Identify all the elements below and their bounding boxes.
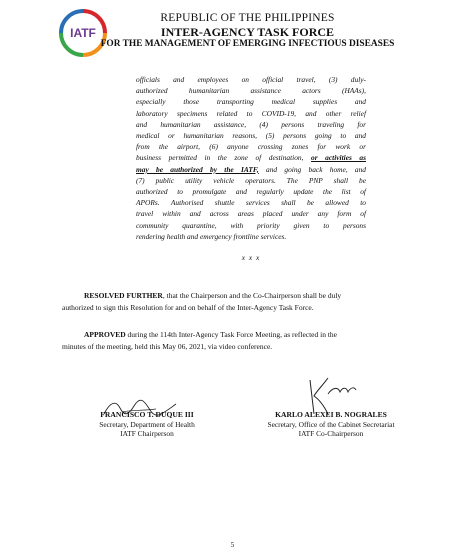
- quote-line: (7) public utility vehicle operators. The PNP shall be: [136, 175, 366, 185]
- header-subtitle: FOR THE MANAGEMENT OF EMERGING INFECTIOUS DISEASES: [100, 39, 395, 49]
- resolved-further-paragraph: [62, 290, 418, 313]
- resolved-lead: RESOLVED FURTHER: [84, 291, 163, 300]
- quote-amendment-bold: may be authorized by the IATF,: [136, 164, 259, 174]
- quote-line: especially those transporting medical supplies and: [136, 97, 366, 107]
- signatory-role: IATF Co-Chairperson: [298, 429, 364, 439]
- quote-line: officials and employees on official travel, (3) duly-: [136, 75, 366, 84]
- signatory-title: Secretary, Department of Health: [99, 419, 195, 429]
- resolved-text: authorized to sign this Resolution for and on behalf of the Inter-Agency Task Force.: [62, 302, 314, 312]
- signatory-role: IATF Chairperson: [120, 429, 174, 439]
- quote-line: authorized humanitarian assistance actors (HAAs),: [136, 86, 366, 96]
- page-number: 5: [230, 541, 235, 549]
- quote-text: business permitted in the zone of destination,: [136, 153, 304, 163]
- quote-text: and going back home, and: [266, 164, 366, 174]
- quote-line: medical or humanitarian reasons, (5) persons going to and: [136, 131, 366, 141]
- quote-line: community quarantine, with priority given to persons: [136, 220, 366, 230]
- approved-text: during the 114th Inter-Agency Task Force Meeting, as reflected in the: [125, 330, 338, 339]
- signatory-chairperson: [62, 410, 232, 439]
- signatory-name: KARLO ALEXEI B. NOGRALES: [275, 410, 387, 419]
- quote-line: APORs. Authorised shuttle services shall be allowed to: [136, 198, 366, 208]
- header-republic: REPUBLIC OF THE PHILIPPINES: [160, 12, 335, 24]
- signatory-title: Secretary, Office of the Cabinet Secretariat: [267, 419, 395, 429]
- resolved-text: , that the Chairperson and the Co-Chairperson shall be duly: [162, 291, 342, 300]
- quote-line: laboratory specimens related to COVID-19, and other relief: [136, 108, 366, 118]
- quote-line: authorized to promulgate and regularly update the list of: [136, 187, 366, 197]
- quote-line: and humanitarian assistance, (4) persons traveling for: [136, 119, 366, 129]
- quote-amendment-bold: or activities as: [311, 153, 366, 163]
- quote-line: travel within and across areas placed under any form of: [136, 209, 366, 219]
- quote-line: from the airport, (6) anyone crossing zones for work or: [136, 142, 366, 152]
- quote-end-mark: x x x: [241, 253, 261, 262]
- approved-lead: APPROVED: [84, 330, 126, 339]
- approved-paragraph: [62, 329, 418, 352]
- quote-line: rendering health and emergency frontline services.: [136, 231, 287, 241]
- approved-text: minutes of the meeting, held this May 06, 2021, via video conference.: [62, 341, 273, 351]
- quote-line: [136, 152, 366, 163]
- logo-text: IATF: [70, 26, 96, 40]
- signatory-name: FRANCISCO T. DUQUE III: [100, 410, 194, 419]
- header-agency: INTER-AGENCY TASK FORCE: [160, 25, 335, 39]
- quoted-provision: [136, 74, 366, 242]
- signatory-co-chairperson: [236, 410, 426, 439]
- quote-line: [136, 164, 366, 175]
